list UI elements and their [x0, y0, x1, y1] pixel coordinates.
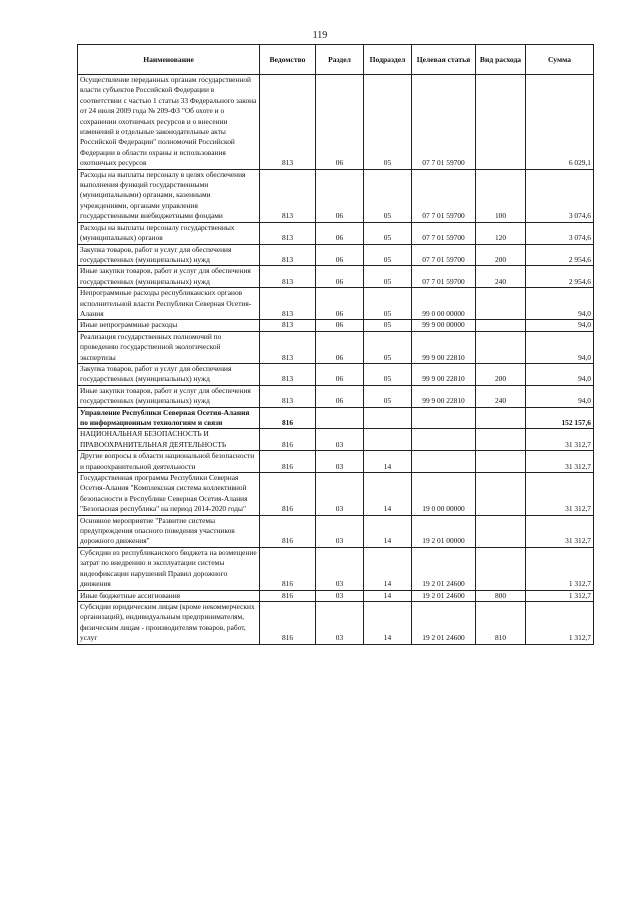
- row-podrazdel: 14: [364, 601, 412, 644]
- table-row: [78, 75, 594, 170]
- row-podrazdel: 05: [364, 244, 412, 266]
- row-sum: 152 157,6: [526, 407, 594, 429]
- row-razdel: 06: [316, 266, 364, 288]
- row-name: Субсидии из республиканского бюджета на возмещение затрат по внедрению и эксплуатации системы видеофиксации нарушений Правил дорожного движения: [78, 547, 260, 590]
- row-vedomstvo: 813: [260, 222, 316, 244]
- header-row: [78, 45, 594, 75]
- row-name: Государственная программа Республики Северная Осетия-Алания "Комплексная система коллективной безопасности в Республике Северная Осетия-Алания "Безопасная республика" на период 2014-2020 годы": [78, 473, 260, 516]
- row-expense-type: [476, 75, 526, 170]
- header-sum: Сумма: [526, 45, 594, 75]
- row-article: 19 2 01 00000: [412, 515, 476, 547]
- row-razdel: 03: [316, 515, 364, 547]
- row-expense-type: [476, 407, 526, 429]
- row-article: 19 2 01 24600: [412, 601, 476, 644]
- row-sum: 3 074,6: [526, 169, 594, 222]
- row-expense-type: 810: [476, 601, 526, 644]
- row-article: 19 2 01 24600: [412, 547, 476, 590]
- row-vedomstvo: 816: [260, 407, 316, 429]
- table-row: [78, 590, 594, 601]
- row-razdel: [316, 407, 364, 429]
- row-name: Основное мероприятие "Развитие системы предупреждения опасного поведения участников дорожного движения": [78, 515, 260, 547]
- row-podrazdel: 05: [364, 385, 412, 407]
- row-expense-type: [476, 429, 526, 451]
- row-name: Субсидии юридическим лицам (кроме некоммерческих организаций), индивидуальным предпринимателям, физическим лицам - производителям товаров, работ, услуг: [78, 601, 260, 644]
- row-name: Закупка товаров, работ и услуг для обеспечения государственных (муниципальных) нужд: [78, 363, 260, 385]
- table-row: [78, 385, 594, 407]
- row-sum: 1 312,7: [526, 547, 594, 590]
- row-sum: 94,0: [526, 288, 594, 320]
- row-razdel: 03: [316, 590, 364, 601]
- table-row: [78, 407, 594, 429]
- table-row: [78, 288, 594, 320]
- row-article: 07 7 01 59700: [412, 266, 476, 288]
- row-razdel: 03: [316, 429, 364, 451]
- row-vedomstvo: 813: [260, 320, 316, 331]
- row-sum: 1 312,7: [526, 601, 594, 644]
- row-razdel: 06: [316, 222, 364, 244]
- row-sum: 94,0: [526, 320, 594, 331]
- row-sum: 2 954,6: [526, 244, 594, 266]
- row-article: 07 7 01 59700: [412, 169, 476, 222]
- row-razdel: 06: [316, 363, 364, 385]
- row-sum: 1 312,7: [526, 590, 594, 601]
- page-number: 119: [312, 30, 328, 41]
- row-article: 07 7 01 59700: [412, 244, 476, 266]
- row-vedomstvo: 816: [260, 601, 316, 644]
- row-razdel: 06: [316, 385, 364, 407]
- row-article: 99 9 00 22810: [412, 385, 476, 407]
- row-podrazdel: 05: [364, 331, 412, 363]
- row-article: 19 2 01 24600: [412, 590, 476, 601]
- row-name: Расходы на выплаты персоналу в целях обеспечения выполнения функций государственными (муниципальными) органами, казенными учреждениями, органами управления государственными внебюджетными фондами: [78, 169, 260, 222]
- row-sum: 3 074,6: [526, 222, 594, 244]
- row-podrazdel: 05: [364, 363, 412, 385]
- row-podrazdel: [364, 429, 412, 451]
- row-article: 99 9 00 00000: [412, 320, 476, 331]
- row-sum: 31 312,7: [526, 451, 594, 473]
- row-podrazdel: 05: [364, 320, 412, 331]
- row-sum: 94,0: [526, 363, 594, 385]
- row-podrazdel: 14: [364, 515, 412, 547]
- header-podrazdel: Подраздел: [364, 45, 412, 75]
- row-vedomstvo: 816: [260, 547, 316, 590]
- row-expense-type: 100: [476, 169, 526, 222]
- row-vedomstvo: 816: [260, 429, 316, 451]
- row-article: [412, 407, 476, 429]
- row-sum: 94,0: [526, 385, 594, 407]
- table-row: [78, 473, 594, 516]
- budget-table: [77, 44, 594, 645]
- row-podrazdel: 14: [364, 547, 412, 590]
- row-name: Другие вопросы в области национальной безопасности и правоохранительной деятельности: [78, 451, 260, 473]
- row-vedomstvo: 813: [260, 363, 316, 385]
- row-expense-type: 200: [476, 244, 526, 266]
- row-name: Иные закупки товаров, работ и услуг для обеспечения государственных (муниципальных) нужд: [78, 385, 260, 407]
- row-podrazdel: 14: [364, 473, 412, 516]
- row-razdel: 06: [316, 320, 364, 331]
- row-podrazdel: 05: [364, 169, 412, 222]
- row-vedomstvo: 816: [260, 451, 316, 473]
- row-name: Управление Республики Северная Осетия-Алания по информационным технологиям и связи: [78, 407, 260, 429]
- row-podrazdel: 14: [364, 451, 412, 473]
- row-vedomstvo: 813: [260, 266, 316, 288]
- row-expense-type: 200: [476, 363, 526, 385]
- table-row: [78, 222, 594, 244]
- row-article: 07 7 01 59700: [412, 75, 476, 170]
- row-vedomstvo: 813: [260, 244, 316, 266]
- table-row: [78, 266, 594, 288]
- row-razdel: 06: [316, 244, 364, 266]
- table-row: [78, 451, 594, 473]
- table-row: [78, 429, 594, 451]
- table-row: [78, 169, 594, 222]
- row-sum: 31 312,7: [526, 515, 594, 547]
- table-row: [78, 244, 594, 266]
- row-razdel: 03: [316, 547, 364, 590]
- row-expense-type: [476, 288, 526, 320]
- row-expense-type: [476, 320, 526, 331]
- row-vedomstvo: 816: [260, 515, 316, 547]
- row-razdel: 06: [316, 75, 364, 170]
- row-expense-type: [476, 547, 526, 590]
- row-razdel: 03: [316, 473, 364, 516]
- row-razdel: 03: [316, 451, 364, 473]
- row-sum: 2 954,6: [526, 266, 594, 288]
- table-row: [78, 515, 594, 547]
- header-name: Наименование: [78, 45, 260, 75]
- row-article: 99 9 00 22810: [412, 331, 476, 363]
- row-name: Иные непрограммные расходы: [78, 320, 260, 331]
- row-article: 07 7 01 59700: [412, 222, 476, 244]
- row-vedomstvo: 816: [260, 590, 316, 601]
- row-podrazdel: [364, 407, 412, 429]
- row-razdel: 06: [316, 331, 364, 363]
- row-razdel: 06: [316, 288, 364, 320]
- header-article: Целевая статья: [412, 45, 476, 75]
- row-podrazdel: 05: [364, 75, 412, 170]
- row-razdel: 03: [316, 601, 364, 644]
- row-vedomstvo: 813: [260, 331, 316, 363]
- row-name: Реализация государственных полномочий по проведению государственной экологической экспертизы: [78, 331, 260, 363]
- row-expense-type: [476, 331, 526, 363]
- row-vedomstvo: 813: [260, 169, 316, 222]
- row-article: 99 9 00 22810: [412, 363, 476, 385]
- table-row: [78, 320, 594, 331]
- row-vedomstvo: 813: [260, 75, 316, 170]
- row-sum: 31 312,7: [526, 473, 594, 516]
- row-vedomstvo: 816: [260, 473, 316, 516]
- row-name: НАЦИОНАЛЬНАЯ БЕЗОПАСНОСТЬ И ПРАВООХРАНИТЕЛЬНАЯ ДЕЯТЕЛЬНОСТЬ: [78, 429, 260, 451]
- row-expense-type: [476, 515, 526, 547]
- header-expense-type: Вид расхода: [476, 45, 526, 75]
- row-podrazdel: 14: [364, 590, 412, 601]
- row-expense-type: [476, 451, 526, 473]
- row-razdel: 06: [316, 169, 364, 222]
- row-sum: 31 312,7: [526, 429, 594, 451]
- row-name: Непрограммные расходы республиканских органов исполнительной власти Республики Северная Осетия-Алания: [78, 288, 260, 320]
- row-name: Осуществление переданных органам государственной власти субъектов Российской Федерации в соответствии с частью 1 статьи 33 Федерального закона от 24 июля 2009 года № 209-ФЗ "Об охоте и о сохранении охотничьих ресурсов и о внесении изменений в отдельные законодательные акты Российской Федерации" полномочий Российской Федерации в области охраны и использования охотничьих ресурсов: [78, 75, 260, 170]
- row-sum: 6 029,1: [526, 75, 594, 170]
- row-name: Расходы на выплаты персоналу государственных (муниципальных) органов: [78, 222, 260, 244]
- row-vedomstvo: 813: [260, 288, 316, 320]
- row-expense-type: 240: [476, 385, 526, 407]
- row-article: [412, 429, 476, 451]
- row-podrazdel: 05: [364, 288, 412, 320]
- row-name: Иные бюджетные ассигнования: [78, 590, 260, 601]
- row-expense-type: 800: [476, 590, 526, 601]
- table-row: [78, 331, 594, 363]
- row-name: Закупка товаров, работ и услуг для обеспечения государственных (муниципальных) нужд: [78, 244, 260, 266]
- row-vedomstvo: 813: [260, 385, 316, 407]
- row-expense-type: 120: [476, 222, 526, 244]
- row-expense-type: 240: [476, 266, 526, 288]
- row-article: 19 0 00 00000: [412, 473, 476, 516]
- table-row: [78, 601, 594, 644]
- row-expense-type: [476, 473, 526, 516]
- row-article: [412, 451, 476, 473]
- row-name: Иные закупки товаров, работ и услуг для обеспечения государственных (муниципальных) нужд: [78, 266, 260, 288]
- table-row: [78, 363, 594, 385]
- row-sum: 94,0: [526, 331, 594, 363]
- table-row: [78, 547, 594, 590]
- row-article: 99 0 00 00000: [412, 288, 476, 320]
- header-razdel: Раздел: [316, 45, 364, 75]
- header-vedomstvo: Ведомство: [260, 45, 316, 75]
- row-podrazdel: 05: [364, 222, 412, 244]
- row-podrazdel: 05: [364, 266, 412, 288]
